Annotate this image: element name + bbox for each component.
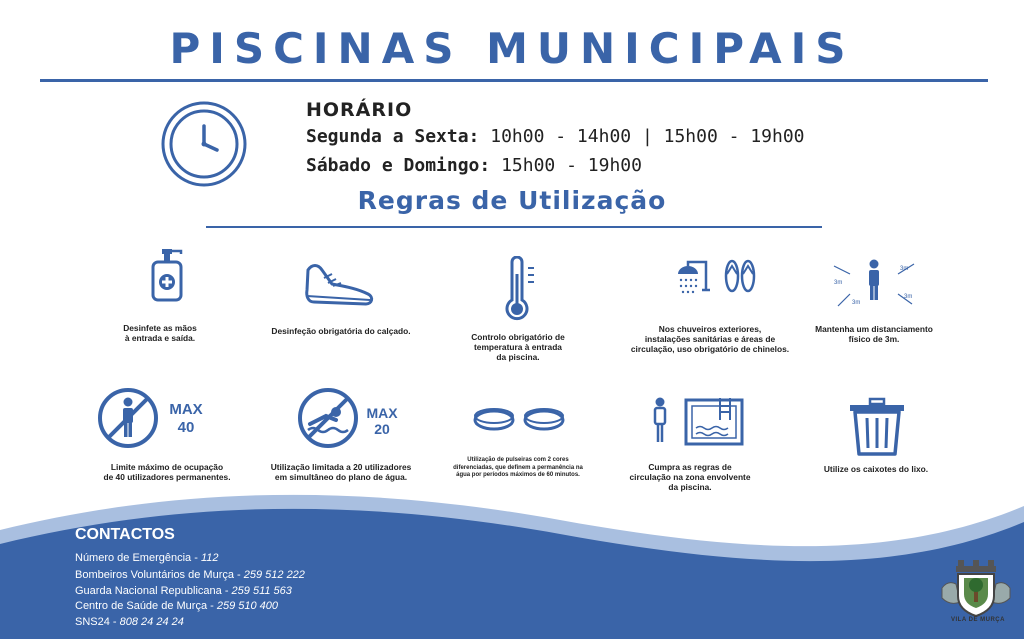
- distance-mark: 3m: [900, 266, 909, 272]
- rule-caption: Desinfeção obrigatória do calçado.: [271, 326, 411, 336]
- rule-caption: Mantenha um distanciamento físico de 3m.: [815, 324, 933, 344]
- contact-item: [75, 552, 219, 564]
- crest-label: VILA DE MURÇA: [951, 617, 1005, 623]
- schedule-weekend-hours: 15h00 - 19h00: [501, 155, 642, 176]
- contact-label: Bombeiros Voluntários de Murça -: [75, 569, 244, 581]
- max-badge-label: MAX: [169, 401, 203, 418]
- schedule-weekend-label: Sábado e Domingo:: [306, 155, 491, 176]
- contact-number: 259 510 400: [216, 600, 279, 612]
- rule-caption: Limite máximo de ocupação de 40 utilizadores permanentes.: [103, 462, 231, 482]
- contact-label: Centro de Saúde de Murça -: [75, 600, 217, 612]
- rule-caption: Cumpra as regras de circulação na zona envolvente da piscina.: [629, 462, 751, 492]
- page-title: PISCINAS MUNICIPAIS: [169, 24, 855, 73]
- contact-number: 259 511 563: [231, 585, 292, 597]
- contact-label: SNS24 -: [75, 616, 120, 628]
- rule-caption: Nos chuveiros exteriores, instalações sanitárias e áreas de circulação, uso obrigatório de chinelos.: [630, 324, 790, 354]
- contact-label: Número de Emergência -: [75, 552, 201, 564]
- rule-caption: Controlo obrigatório de temperatura à entrada da piscina.: [471, 332, 565, 362]
- rules-title: Regras de Utilização: [357, 186, 667, 215]
- distance-mark: 3m: [904, 294, 913, 300]
- rule-caption: Utilize os caixotes do lixo.: [823, 464, 929, 474]
- max-badge-value: 40: [177, 419, 195, 436]
- max-badge-label: MAX: [366, 405, 398, 421]
- contacts-title: CONTACTOS: [75, 526, 175, 543]
- rule-caption: Utilização de pulseiras com 2 cores diferenciadas, que definem a permanência na água por períodos máximos de 60 minutos.: [453, 457, 583, 478]
- distance-mark: 3m: [834, 280, 843, 286]
- contact-number: 808 24 24 24: [119, 616, 184, 628]
- municipal-crest-icon: [936, 558, 1016, 622]
- schedule-heading: HORÁRIO: [306, 99, 413, 121]
- contact-item: [75, 616, 184, 628]
- contact-item: [75, 585, 292, 597]
- max-badge-value: 20: [374, 421, 390, 437]
- contact-number: 259 512 222: [243, 569, 305, 581]
- rule-caption: Desinfete as mãos à entrada e saída.: [123, 323, 197, 343]
- schedule-weekdays-hours: 10h00 - 14h00 | 15h00 - 19h00: [490, 126, 805, 147]
- contact-label: Guarda Nacional Republicana -: [75, 585, 232, 597]
- schedule-weekdays-label: Segunda a Sexta:: [306, 126, 480, 147]
- contact-number: 112: [200, 552, 219, 564]
- contact-item: [75, 569, 305, 581]
- contact-item: [75, 600, 278, 612]
- distance-mark: 3m: [852, 300, 861, 306]
- rule-caption: Utilização limitada a 20 utilizadores em simultâneo do plano de água.: [270, 462, 412, 482]
